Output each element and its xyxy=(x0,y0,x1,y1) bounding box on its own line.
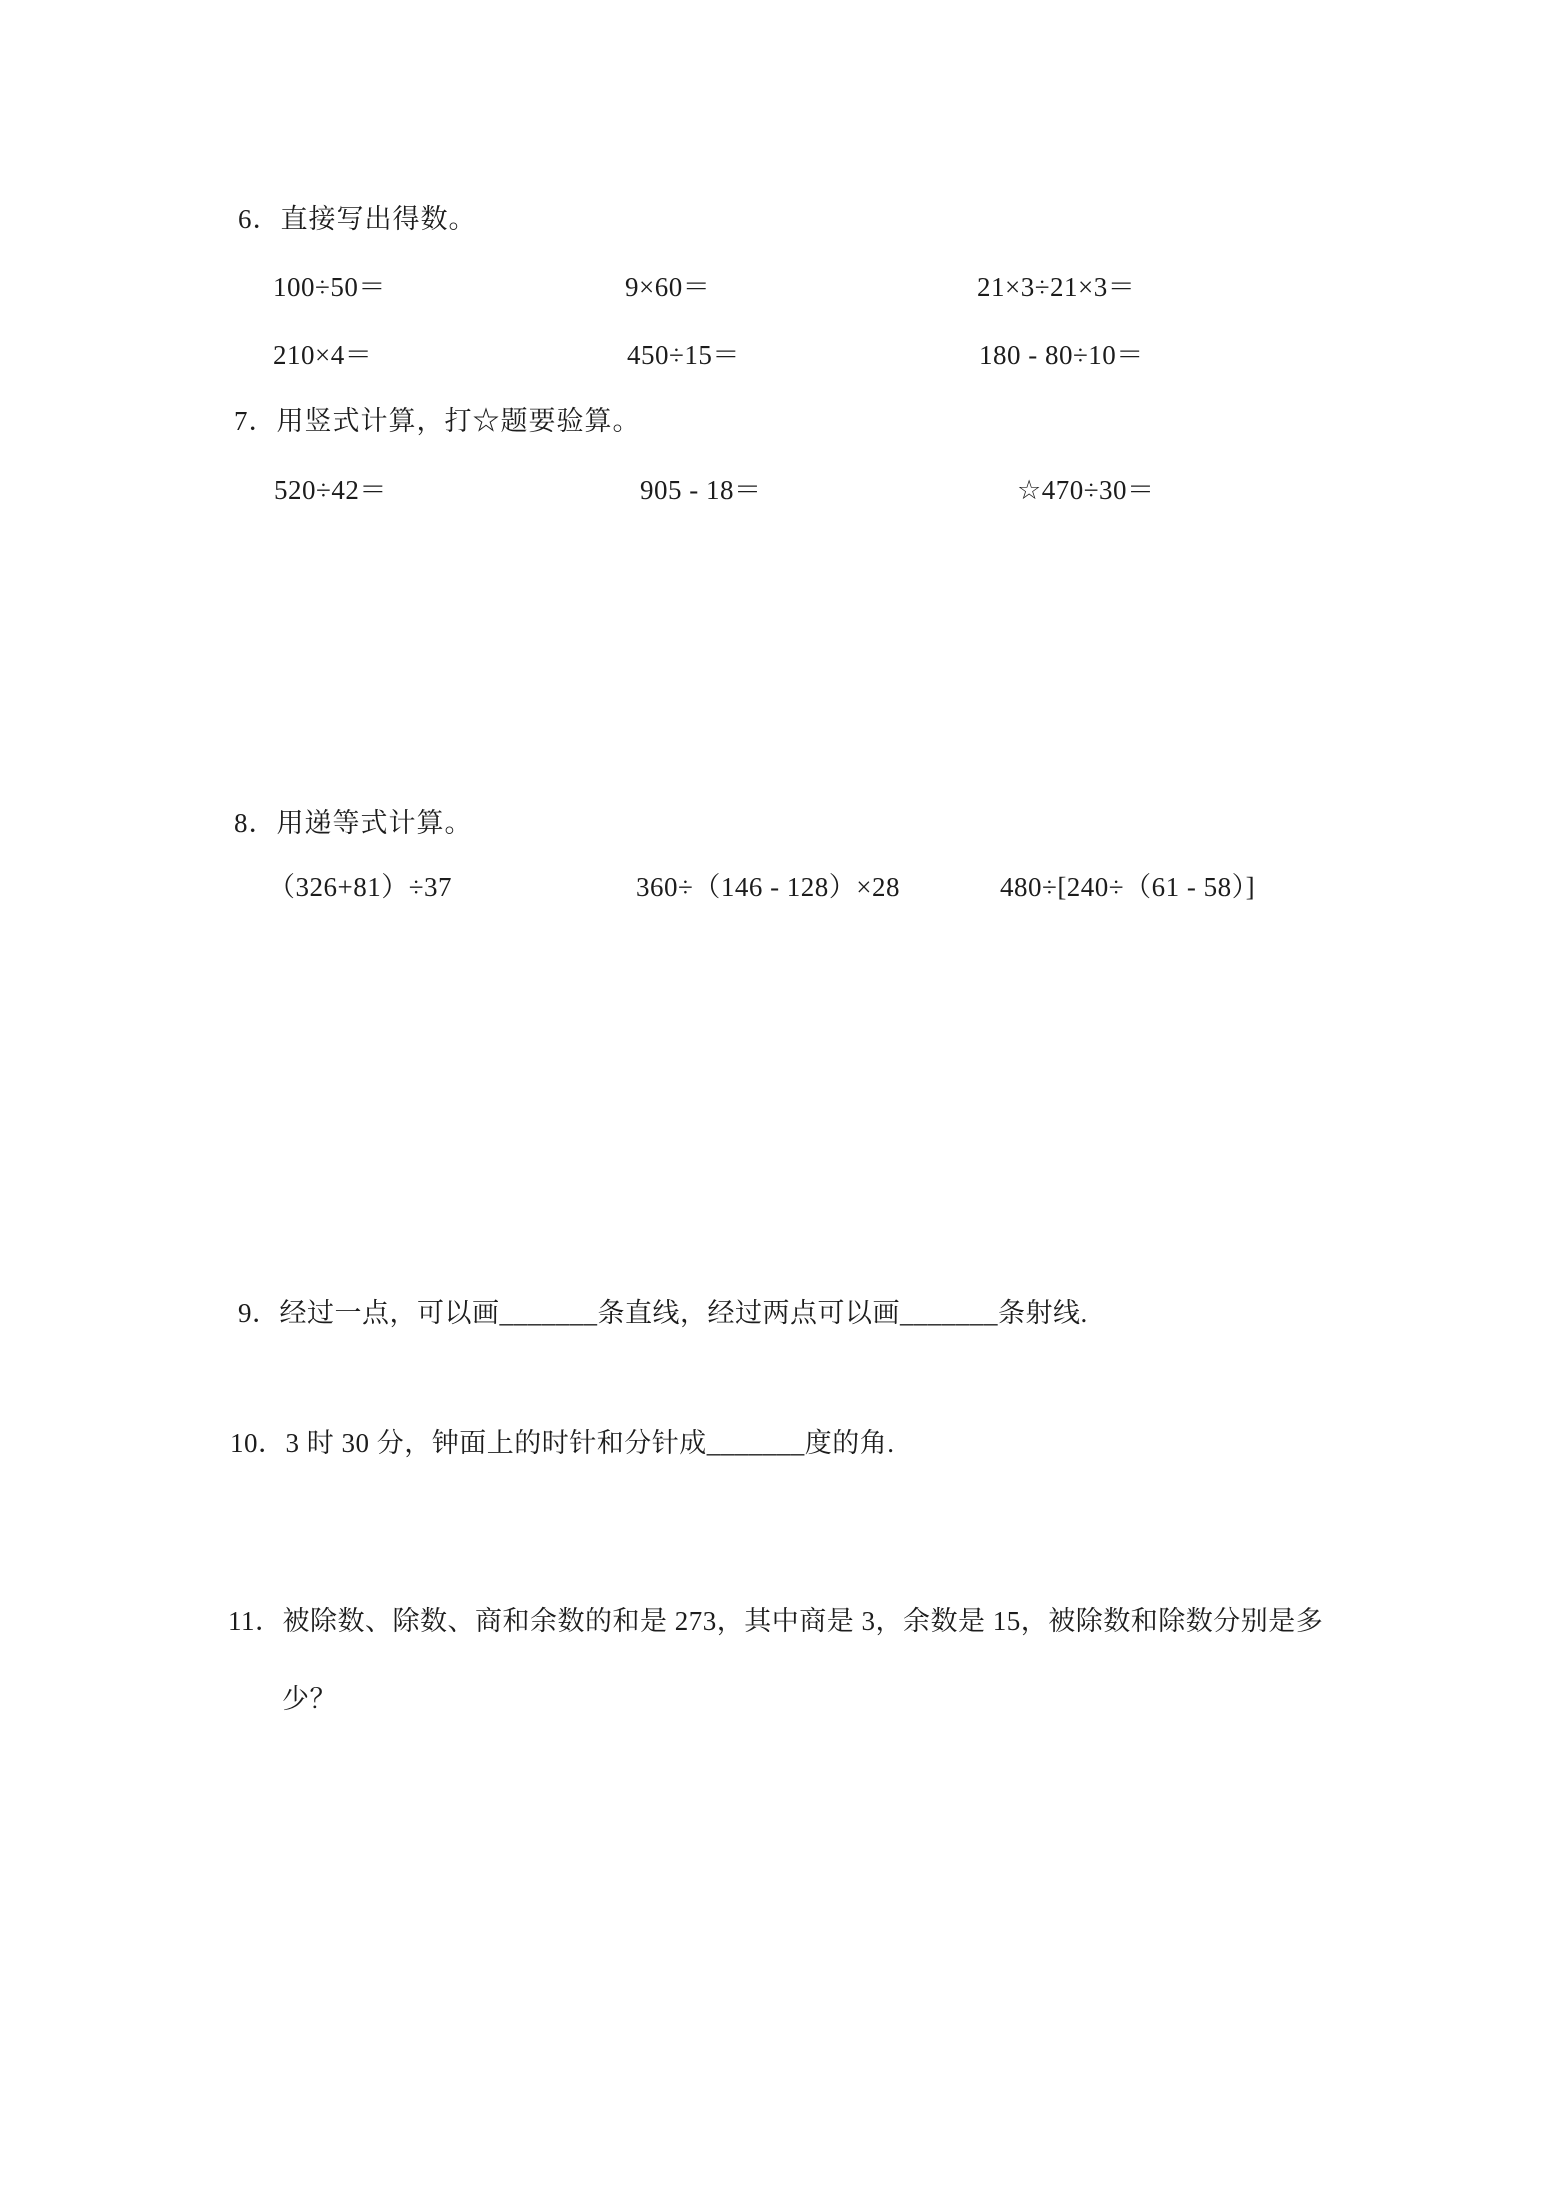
expression: 21×3÷21×3＝ xyxy=(977,272,1136,302)
problem-6-heading: 6．直接写出得数。 xyxy=(238,204,477,234)
expression: 360÷（146 - 128）×28 xyxy=(636,872,901,902)
expression: 520÷42＝ xyxy=(274,475,387,505)
problem-10-text: 10．3 时 30 分，钟面上的时针和分针成_______度的角. xyxy=(230,1428,895,1458)
expression: 180 - 80÷10＝ xyxy=(979,340,1144,370)
expression: 210×4＝ xyxy=(273,340,373,370)
expression: （326+81）÷37 xyxy=(268,872,453,902)
problem-7-heading: 7．用竖式计算，打☆题要验算。 xyxy=(234,406,641,436)
expression: 905 - 18＝ xyxy=(640,475,762,505)
expression: ☆470÷30＝ xyxy=(1017,475,1155,505)
problem-11-text-line2: 少？ xyxy=(282,1684,337,1714)
expression: 450÷15＝ xyxy=(627,340,740,370)
problem-8-heading: 8．用递等式计算。 xyxy=(234,808,473,838)
expression: 9×60＝ xyxy=(625,272,711,302)
problem-9-text: 9．经过一点，可以画_______条直线，经过两点可以画_______条射线. xyxy=(238,1298,1088,1328)
expression: 480÷[240÷（61 - 58）] xyxy=(1000,872,1256,902)
expression: 100÷50＝ xyxy=(273,272,386,302)
problem-11-text-line1: 11．被除数、除数、商和余数的和是 273，其中商是 3，余数是 15，被除数和除数分别是多 xyxy=(228,1606,1324,1636)
